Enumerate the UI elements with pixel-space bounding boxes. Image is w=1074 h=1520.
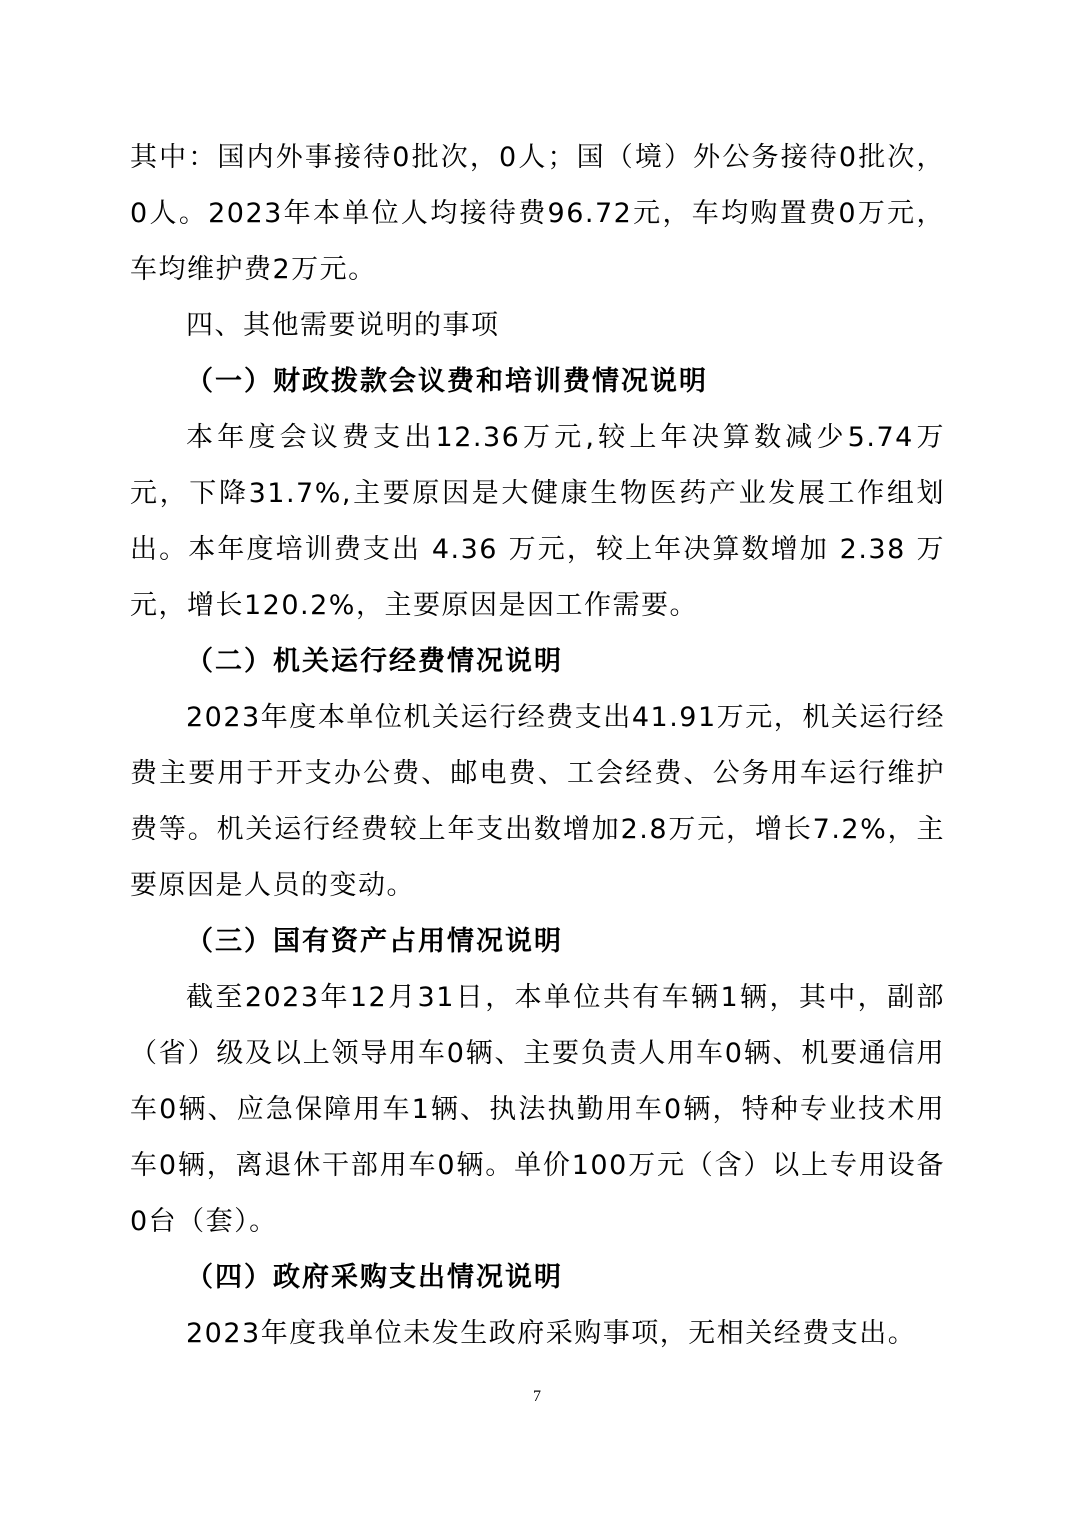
subheading-meeting-training-fees: （一）财政拨款会议费和培训费情况说明 xyxy=(186,366,708,397)
subheading-government-procurement: （四）政府采购支出情况说明 xyxy=(186,1262,563,1293)
page-number: 7 xyxy=(533,1388,541,1405)
paragraph-operating-expenses: 2023年度本单位机关运行经费支出41.91万元，机关运行经费主要用于开支办公费、邮电费、工会经费、公务用车运行维护费等。机关运行经费较上年支出数增加2.8万元，增长7.2%，主要原因是人员的变动。 xyxy=(130,702,945,901)
paragraph-meeting-training-fees: 本年度会议费支出12.36万元,较上年决算数减少5.74万元，下降31.7%,主要原因是大健康生物医药产业发展工作组划出。本年度培训费支出 4.36 万元，较上年决算数增加 2.38 万元，增长120.2%，主要原因是因工作需要。 xyxy=(130,422,945,621)
paragraph-state-assets: 截至2023年12月31日，本单位共有车辆1辆，其中，副部（省）级及以上领导用车0辆、主要负责人用车0辆、机要通信用车0辆、应急保障用车1辆、执法执勤用车0辆，特种专业技术用车0辆，离退休干部用车0辆。单价100万元（含）以上专用设备0台（套）。 xyxy=(130,982,945,1237)
page-body xyxy=(130,130,945,1362)
paragraph-reception-details: 其中：国内外事接待0批次，0人；国（境）外公务接待0批次，0人。2023年本单位人均接待费96.72元，车均购置费0万元，车均维护费2万元。 xyxy=(130,142,945,285)
paragraph-government-procurement: 2023年度我单位未发生政府采购事项，无相关经费支出。 xyxy=(186,1318,917,1349)
subheading-operating-expenses: （二）机关运行经费情况说明 xyxy=(186,646,563,677)
section-heading-other-matters: 四、其他需要说明的事项 xyxy=(186,310,500,341)
subheading-state-assets: （三）国有资产占用情况说明 xyxy=(186,926,563,957)
